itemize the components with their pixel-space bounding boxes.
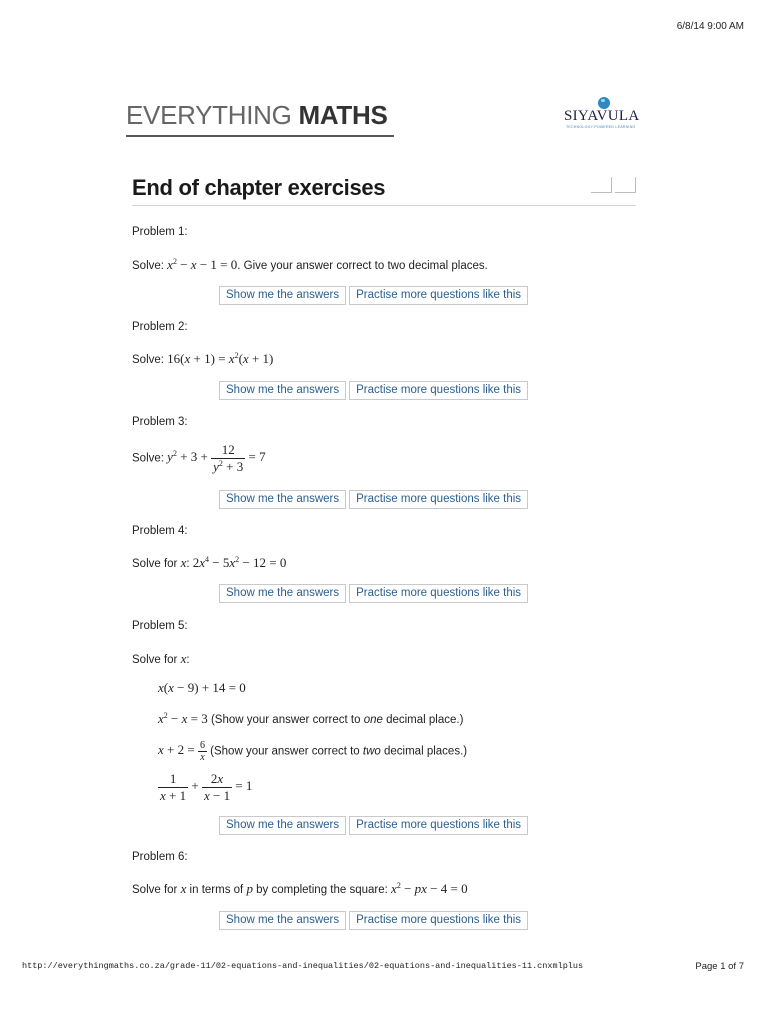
problem-statement: Solve for x: — [132, 651, 190, 666]
sub-equation: x(x − 9) + 14 = 0 — [158, 680, 246, 695]
problem-actions — [219, 381, 528, 400]
brand-part2: MATHS — [298, 100, 388, 130]
problem-statement: Solve for x: $2x^4 - 5x^2 - 12 = 0$ — [132, 555, 287, 570]
print-date: 6/8/14 9:00 AM — [676, 21, 744, 32]
brand-part1: EVERYTHING — [126, 100, 292, 130]
siyavula-logo[interactable] — [564, 97, 646, 133]
problem-label: Problem 3: — [132, 416, 188, 428]
sub-equation: $x^2 - x = 3$ (Show your answer correct to one decimal place.) — [158, 711, 464, 726]
show-answers-button[interactable]: Show me the answers — [219, 490, 346, 509]
title-divider — [132, 205, 636, 206]
footer-url: http://everythingmaths.co.za/grade-11/02-equations-and-inequalities/02-equations-and-inequalities-11.cnxmlplus — [22, 961, 584, 971]
problem-label: Problem 1: — [132, 226, 188, 238]
problem-actions — [219, 490, 528, 509]
problem-actions — [219, 286, 528, 305]
show-answers-button[interactable]: Show me the answers — [219, 381, 346, 400]
show-answers-button[interactable]: Show me the answers — [219, 911, 346, 930]
sub-equation: x + 2 = $\frac{6}{x}$ (Show your answer correct to two decimal places.) — [158, 740, 468, 763]
problem-label: Problem 2: — [132, 321, 188, 333]
problem-statement: Solve for x in terms of p by completing the square: $x^2$ − px − 4 = 0 — [132, 881, 468, 896]
practise-more-button[interactable]: Practise more questions like this — [349, 381, 528, 400]
problem-label: Problem 4: — [132, 525, 188, 537]
practise-more-button[interactable]: Practise more questions like this — [349, 816, 528, 835]
problem-statement: Solve: $x^2 - x - 1 = 0$. Give your answer correct to two decimal places. — [132, 257, 488, 272]
logo-tagline: TECHNOLOGY-POWERED LEARNING — [566, 125, 636, 129]
practise-more-button[interactable]: Practise more questions like this — [349, 286, 528, 305]
practise-more-button[interactable]: Practise more questions like this — [349, 584, 528, 603]
practise-more-button[interactable]: Practise more questions like this — [349, 911, 528, 930]
problem-statement: Solve: $16(x + 1) = x^2(x + 1)$ — [132, 351, 274, 366]
problem-actions — [219, 911, 528, 930]
sub-equation: $\frac{1}{x + 1}$ + $\frac{2x}{x - 1}$ = 1 — [160, 771, 253, 803]
brand-logo[interactable] — [126, 100, 394, 137]
page-title: End of chapter exercises — [132, 175, 386, 200]
problem-label: Problem 5: — [132, 620, 188, 632]
problem-label: Problem 6: — [132, 851, 188, 863]
page-number: Page 1 of 7 — [695, 961, 744, 972]
show-answers-button[interactable]: Show me the answers — [219, 584, 346, 603]
show-answers-button[interactable]: Show me the answers — [219, 816, 346, 835]
problem-statement: Solve: $y^2 + 3$ + $\frac{12}{y^2 + 3}$ = 7 — [132, 442, 266, 474]
problem-actions — [219, 816, 528, 835]
logo-name: SIYAVULA — [564, 108, 640, 124]
practise-more-button[interactable]: Practise more questions like this — [349, 490, 528, 509]
box-icon — [591, 177, 612, 193]
problem-actions — [219, 584, 528, 603]
show-answers-button[interactable]: Show me the answers — [219, 286, 346, 305]
box-icon — [615, 177, 636, 193]
